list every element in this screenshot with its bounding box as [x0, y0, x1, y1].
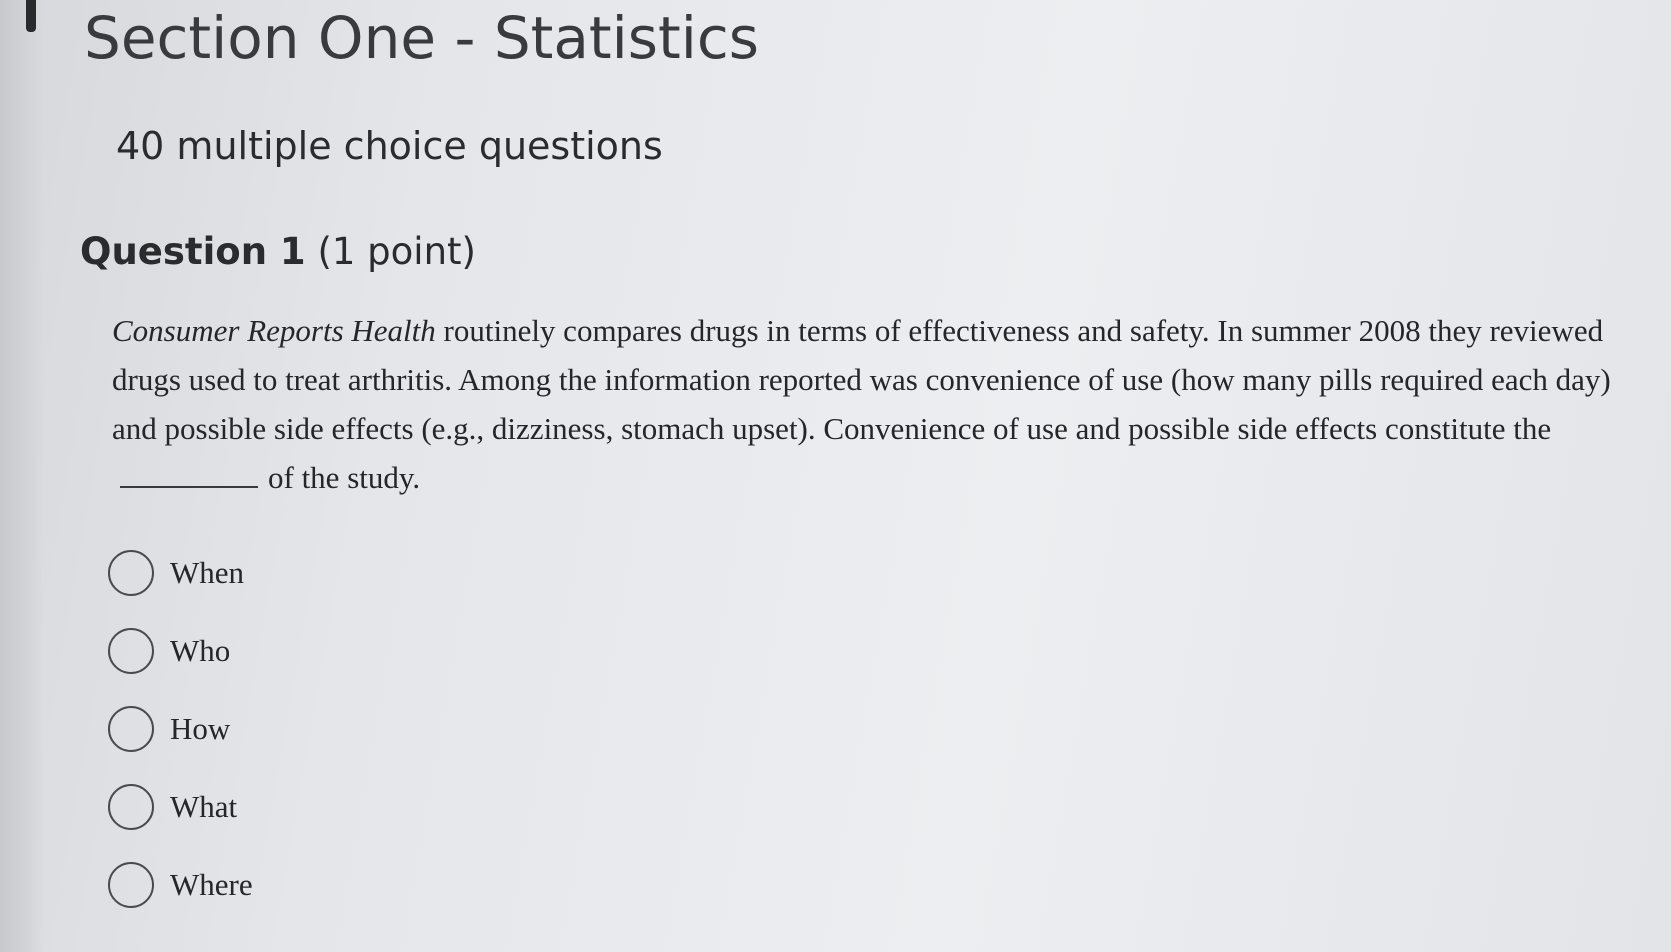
radio-button[interactable]	[108, 784, 154, 830]
question-count-subtitle: 40 multiple choice questions	[116, 124, 663, 168]
question-text-before-blank: routinely compares drugs in terms of effectiveness and safety. In summer 2008 they reviewed drugs used to treat arthritis. Among the information reported was convenience of use (how many pills required each day) and possible side effects (e.g., dizziness, stomach upset). Convenience of use and possible side effects constitute the	[112, 313, 1611, 446]
question-number: Question 1	[80, 230, 306, 273]
option-label[interactable]: Who	[170, 633, 231, 668]
left-edge-panel	[0, 0, 44, 952]
radio-button[interactable]	[108, 706, 154, 752]
answer-option-when[interactable]	[108, 548, 253, 598]
answer-option-how[interactable]	[108, 704, 253, 754]
question-points: (1 point)	[317, 230, 476, 273]
question-text-after-blank: of the study.	[268, 460, 421, 495]
scroll-marker[interactable]	[26, 0, 36, 32]
option-label[interactable]: Where	[170, 867, 253, 902]
source-name: Consumer Reports Health	[112, 313, 436, 348]
answer-options	[108, 548, 253, 938]
radio-button[interactable]	[108, 862, 154, 908]
answer-blank	[120, 464, 258, 488]
question-heading	[80, 230, 476, 273]
answer-option-what[interactable]	[108, 782, 253, 832]
radio-button[interactable]	[108, 550, 154, 596]
page-title: Section One - Statistics	[84, 4, 759, 72]
option-label[interactable]: When	[170, 555, 245, 590]
answer-option-where[interactable]	[108, 860, 253, 910]
radio-button[interactable]	[108, 628, 154, 674]
answer-option-who[interactable]	[108, 626, 253, 676]
option-label[interactable]: How	[170, 711, 231, 746]
question-text	[112, 306, 1612, 502]
option-label[interactable]: What	[170, 789, 238, 824]
